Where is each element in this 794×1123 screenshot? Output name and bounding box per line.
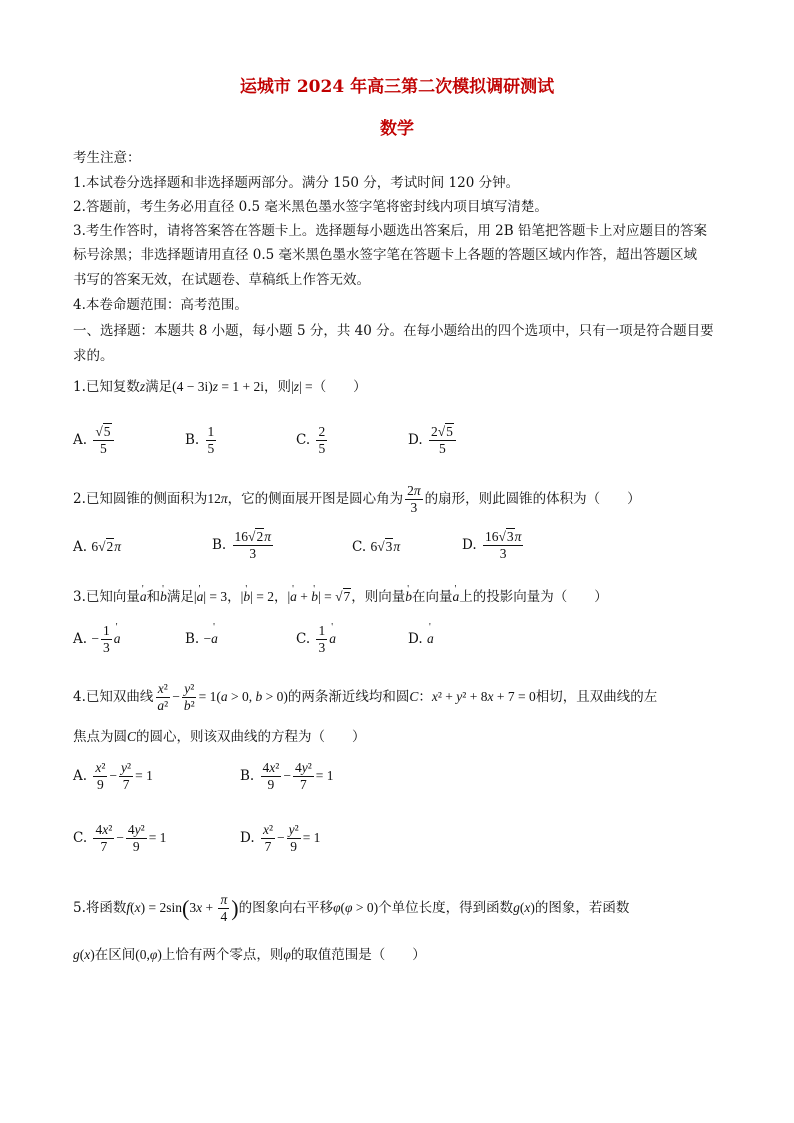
notice-item: 标号涂黑；非选择题请用直径 0.5 毫米黑色墨水签字笔在答题卡上各题的答题区域内作答，超出答题区域 [73,247,698,263]
notice-item: 1.本试卷分选择题和非选择题两部分。满分 150 分，考试时间 120 分钟。 [73,175,520,191]
q3-option-c[interactable]: C. $\frac{1}{3}$ ' a [296,623,336,656]
q2-option-b[interactable]: B. $\frac{16√2\pi}{3}$ [212,529,271,561]
notice-item: 书写的答案无效，在试题卷、草稿纸上作答无效。 [73,272,370,288]
question-4: 4.已知双曲线 $\frac{\text{x²}}{\text{a²}}$ − $\frac{\text{y²}}{\text{b²}}$ = 1(a > 0, b > 0)的两条渐近线均和圆C：x² + y² + 8x + 7 = 0相切，且双曲线的左 [73,681,658,713]
exam-title: 运城市 2024 年高三第二次模拟调研测试 [239,77,555,97]
q1-option-d[interactable]: D. $\frac{2√5}{5}$ [408,424,458,457]
notice-heading: 考生注意： [73,150,141,166]
q1-option-c[interactable]: C. $\frac{2}{5}$ [296,424,326,456]
notice-item: 3.考生作答时，请将答案答在答题卡上。选择题每小题选出答案后，用 2B 铅笔把答题卡上对应题目的答案 [73,223,707,239]
q2-option-d[interactable]: D. $\frac{16√3\pi}{3}$ [462,529,522,561]
q2-option-a[interactable]: A. 6√2π [73,539,122,555]
notice-item: 2.答题前，考生务必用直径 0.5 毫米黑色墨水签字笔将密封线内项目填写清楚。 [73,199,548,215]
q4-option-a[interactable]: A. $\frac{\text{x²}}{9}$ − $\frac{\text{y²}}{7}$ = 1 [73,760,153,792]
section-heading-cont: 求的。 [73,348,114,364]
q4-option-b[interactable]: B. $\frac{\text{4x²}}{9}$ − $\frac{\text{4y²}}{7}$ = 1 [240,760,334,792]
q3-option-a[interactable]: A. − $\frac{1}{3}$ ' a [73,623,120,656]
subject-title: 数学 [380,119,414,139]
q2-option-c[interactable]: C. 6√3π [352,539,401,555]
notice-item: 4.本卷命题范围：高考范围。 [73,297,248,313]
question-1: 1.已知复数z满足(4 − 3i)z = 1 + 2i，则|z| =（ ） [73,379,367,395]
q1-option-b[interactable]: B. $\frac{1}{5}$ [185,424,215,456]
q1-option-a[interactable]: A. $\frac{√5}{5}$ [73,424,116,457]
q3-option-b[interactable]: B. −' a [185,631,218,647]
q4-option-c[interactable]: C. $\frac{\text{4x²}}{7}$ − $\frac{\text{4y²}}{9}$ = 1 [73,822,167,854]
question-5: 5.将函数f(x) = 2sin(3x + $\frac{\pi}{4}$ )的图象向右平移φ(φ > 0)个单位长度，得到函数g(x)的图象，若函数 [73,892,630,924]
question-5-cont: g(x)在区间(0,φ)上恰有两个零点，则φ的取值范围是（ ） [73,947,426,963]
question-4-cont: 焦点为圆C的圆心，则该双曲线的方程为（ ） [73,729,366,745]
q3-option-d[interactable]: D. ' a [408,631,434,647]
q4-option-d[interactable]: D. $\frac{\text{x²}}{7}$ − $\frac{\text{y²}}{9}$ = 1 [240,822,321,854]
section-heading: 一、选择题：本题共 8 小题，每小题 5 分，共 40 分。在每小题给出的四个选项中，只有一项是符合题目要 [73,323,714,339]
question-3: 3.已知向量' a和' b满足|' a| = 3，|' b| = 2，|' a + ' b| = √7，则向量' b在向量' a上的投影向量为（ ） [73,587,608,607]
question-2: 2.已知圆锥的侧面积为12π，它的侧面展开图是圆心角为 $\frac{2\pi}{3}$ 的扇形，则此圆锥的体积为（ ） [73,483,641,515]
